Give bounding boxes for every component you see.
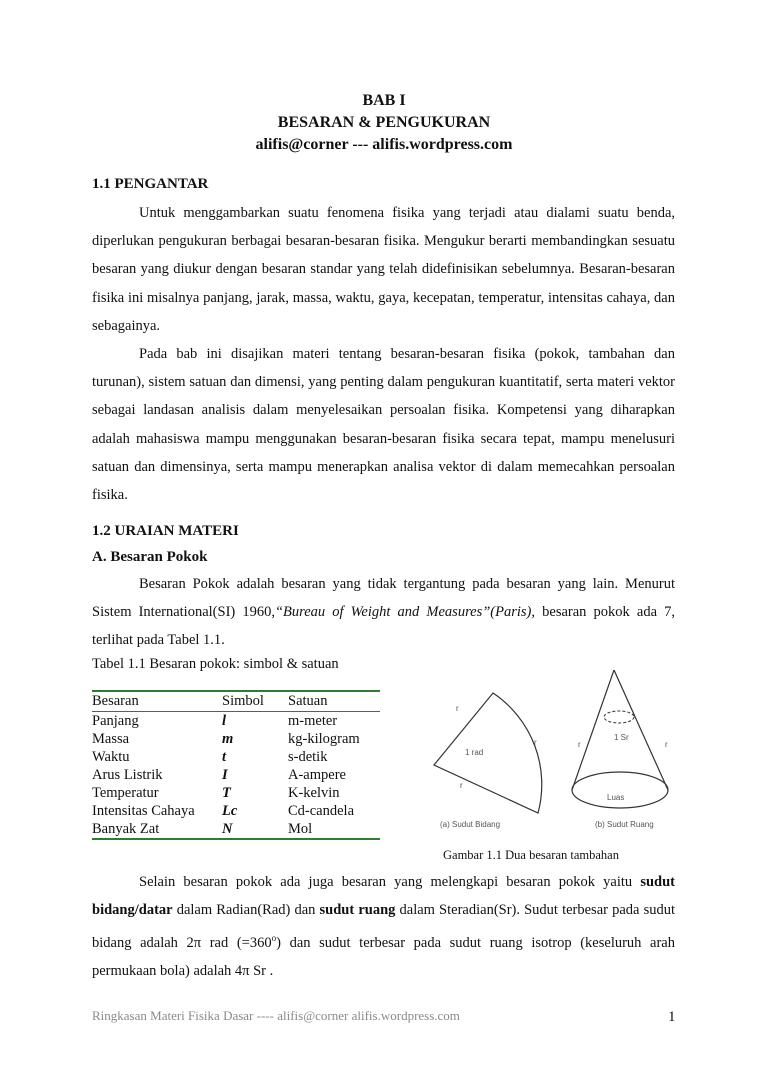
section-heading-pengantar: 1.1 PENGANTAR	[92, 176, 209, 192]
header-besaran: Besaran	[92, 693, 139, 709]
header-simbol: Simbol	[222, 693, 264, 709]
cell-simbol: T	[222, 785, 231, 801]
plane-angle-diagram	[434, 693, 542, 829]
table-row	[92, 820, 380, 839]
solid-angle-diagram	[572, 670, 668, 829]
cell-besaran: Panjang	[92, 713, 139, 729]
cell-besaran: Massa	[92, 731, 130, 747]
table-row	[92, 784, 380, 802]
pengantar-body	[92, 199, 675, 509]
author-line: alifis@corner --- alifis.wordpress.com	[255, 136, 513, 153]
table-header-row	[92, 691, 380, 712]
cell-simbol: l	[222, 713, 227, 729]
figure-angles	[420, 665, 700, 835]
page-number: 1	[668, 1009, 676, 1025]
degree-superscript: o	[271, 933, 277, 944]
caption-solid-angle: (b) Sudut Ruang	[595, 820, 654, 829]
cell-besaran: Arus Listrik	[92, 767, 163, 783]
pengantar-paragraph-1: Untuk menggambarkan suatu fenomena fisika yang terjadi atau dialami suatu benda, diperlukan pengukuran berbagai besaran-besaran fisika. Mengukur berarti membandingkan sesuatu besaran yang diukur dengan besaran standar yang telah didefinisikan sebelumnya. Besaran-besaran fisika ini misalnya panjang, jarak, massa, waktu, gaya, kecepatan, temperatur, intensitas cahaya, dan sebagainya.	[92, 205, 675, 334]
cell-satuan: kg-kilogram	[288, 731, 360, 747]
cell-besaran: Waktu	[92, 749, 130, 765]
cell-simbol: m	[222, 731, 234, 747]
label-r-right: r	[665, 740, 668, 749]
label-1-rad: 1 rad	[465, 748, 484, 757]
cell-besaran: Banyak Zat	[92, 821, 160, 837]
pengantar-paragraph-2: Pada bab ini disajikan materi tentang besaran-besaran fisika (pokok, tambahan dan turunan), sistem satuan dan dimensi, yang penting dalam pengukuran kuantitatif, serta materi vektor sebagai landasan analisis dalam menyelesaikan persoalan fisika. Kompetensi yang diharapkan adalah mahasiswa mampu menggunakan besaran-besaran fisika secara tepat, mampu menelusuri satuan dan dimensinya, serta mampu menerapkan analisa vektor di dalam memecahkan persoalan fisika.	[92, 346, 675, 504]
table-row	[92, 802, 380, 820]
header-satuan: Satuan	[288, 693, 328, 709]
label-r-bottom: r	[460, 781, 463, 790]
cell-simbol: I	[222, 767, 228, 783]
cell-besaran: Temperatur	[92, 785, 159, 801]
cell-satuan: Cd-candela	[288, 803, 355, 819]
chapter-title: BESARAN & PENGUKURAN	[277, 114, 491, 131]
term-sudut-bidang: sudut bidang/datar	[92, 874, 675, 919]
section-heading-uraian: 1.2 URAIAN MATERI	[92, 523, 239, 539]
besaran-pokok-text-1: Besaran Pokok adalah besaran yang tidak tergantung pada besaran yang lain. Menurut Sistem International(SI) 1960	[92, 576, 675, 621]
footer-text: Ringkasan Materi Fisika Dasar ---- alifis@corner alifis.wordpress.com	[92, 1008, 460, 1023]
cell-satuan: s-detik	[288, 749, 328, 765]
cell-besaran: Intensitas Cahaya	[92, 803, 195, 819]
label-1-sr: 1 Sr	[614, 733, 629, 742]
closing-text-4: ) dan sudut terbesar pada sudut ruang isotrop (keseluruh arah permukaan bola) adalah 4π Sr .	[92, 935, 675, 980]
closing-text-2: dalam Radian(Rad) dan	[172, 902, 320, 919]
besaran-pokok-text-2: besaran pokok ada 7, terlihat pada Tabel 1.1.	[92, 604, 675, 649]
cell-simbol: N	[222, 821, 233, 837]
bureau-reference: ,“Bureau of Weight and Measures”(Paris),	[271, 604, 536, 621]
label-r-top: r	[456, 704, 459, 713]
label-r-arc: r	[534, 738, 537, 747]
figure-caption: Gambar 1.1 Dua besaran tambahan	[443, 848, 619, 862]
closing-text-3: dalam Steradian(Sr). Sudut terbesar pada sudut bidang adalah 2π rad (=360	[92, 902, 675, 952]
table-row	[92, 730, 380, 748]
table-row	[92, 712, 380, 731]
cell-simbol: Lc	[222, 803, 238, 819]
cell-simbol: t	[222, 749, 227, 765]
cell-satuan: A-ampere	[288, 767, 346, 783]
chapter-label: BAB I	[362, 92, 406, 109]
caption-plane-angle: (a) Sudut Bidang	[440, 820, 501, 829]
label-r-left: r	[578, 740, 581, 749]
closing-paragraph	[92, 868, 675, 986]
cell-satuan: m-meter	[288, 713, 338, 729]
subheading-besaran-pokok: A. Besaran Pokok	[92, 549, 208, 565]
table-caption: Tabel 1.1 Besaran pokok: simbol & satuan	[92, 656, 339, 672]
besaran-pokok-table	[92, 690, 380, 840]
cell-satuan: Mol	[288, 821, 313, 837]
closing-text-1: Selain besaran pokok ada juga besaran yang melengkapi besaran pokok yaitu	[139, 874, 641, 890]
besaran-pokok-paragraph	[92, 570, 675, 655]
term-sudut-ruang: sudut ruang	[319, 902, 396, 919]
label-luas: Luas	[607, 793, 625, 802]
table-row	[92, 748, 380, 766]
cell-satuan: K-kelvin	[288, 785, 340, 801]
table-row	[92, 766, 380, 784]
